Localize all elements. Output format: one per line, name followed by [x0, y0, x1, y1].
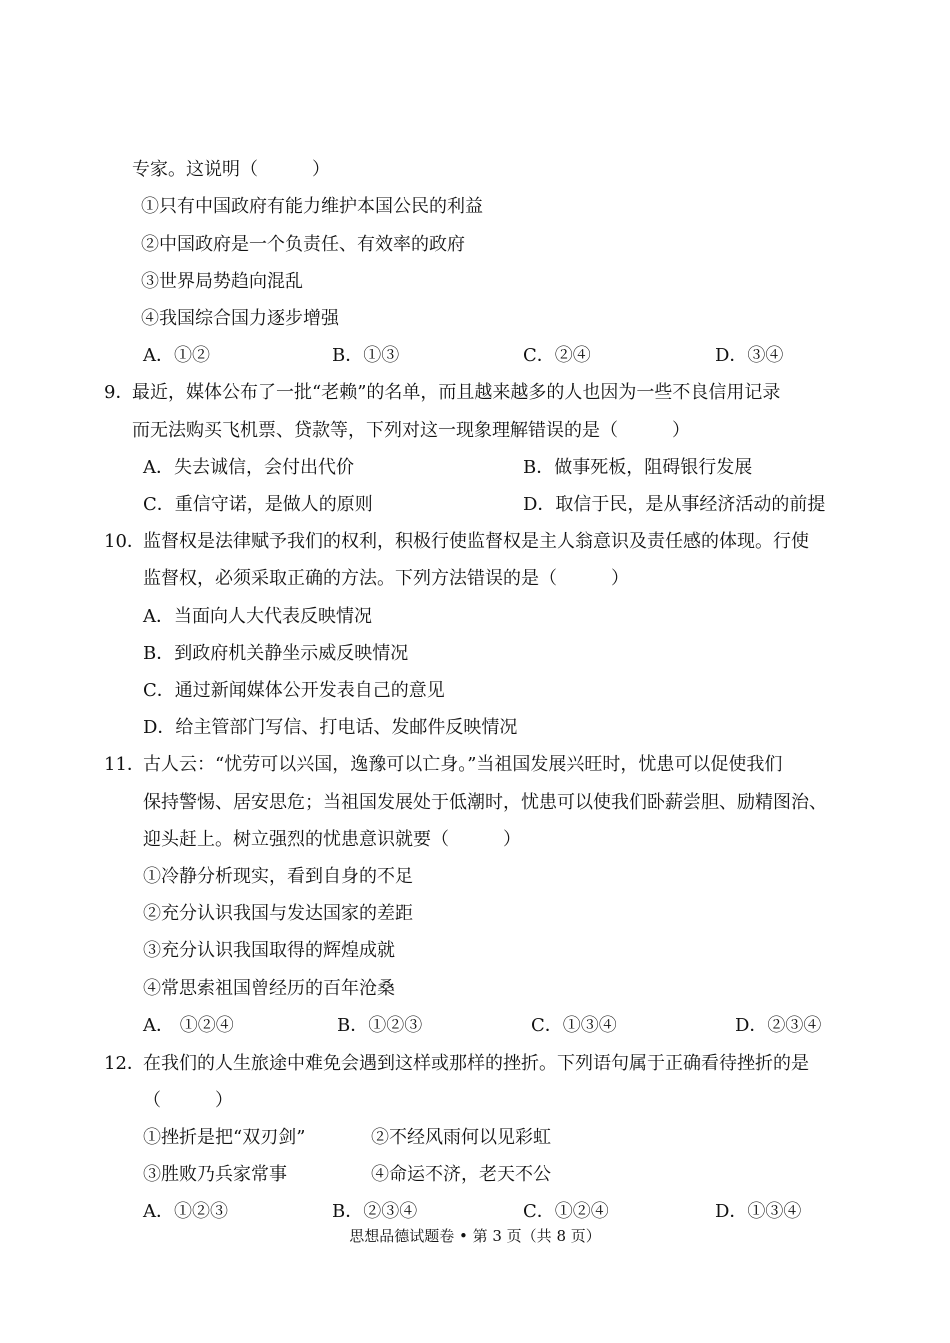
q9-option-c[interactable]: C．重信守诺，是做人的原则	[143, 494, 373, 515]
q11-stem-line3: 迎头赶上。树立强烈的忧患意识就要（ ）	[143, 829, 521, 850]
q11-stem-line2: 保持警惕、居安思危；当祖国发展处于低潮时，忧患可以使我们卧薪尝胆、励精图治、	[143, 792, 827, 813]
q11-stem-line1: 古人云：“忧劳可以兴国，逸豫可以亡身。”当祖国发展兴旺时，忧患可以促使我们	[143, 754, 783, 775]
q11-option-a[interactable]: A． ①②④	[143, 1015, 234, 1036]
q8-item-4: ④我国综合国力逐步增强	[141, 308, 339, 329]
q11-option-c[interactable]: C．①③④	[531, 1015, 617, 1036]
q8-option-d[interactable]: D．③④	[715, 345, 784, 366]
q9-option-b[interactable]: B．做事死板，阻碍银行发展	[523, 457, 753, 478]
q12-option-d[interactable]: D．①③④	[715, 1201, 802, 1222]
q8-item-3: ③世界局势趋向混乱	[141, 271, 303, 292]
q10-stem-line1: 监督权是法律赋予我们的权利，积极行使监督权是主人翁意识及责任感的体现。行使	[143, 531, 809, 552]
q8-item-2: ②中国政府是一个负责任、有效率的政府	[141, 234, 465, 255]
q9-stem-line2: 而无法购买飞机票、贷款等，下列对这一现象理解错误的是（ ）	[132, 420, 690, 441]
q9-stem-line1: 最近，媒体公布了一批“老赖”的名单，而且越来越多的人也因为一些不良信用记录	[132, 382, 781, 403]
q12-number: 12．	[104, 1053, 145, 1074]
q12-option-c[interactable]: C．①②④	[523, 1201, 609, 1222]
q10-option-a[interactable]: A．当面向人大代表反映情况	[143, 606, 372, 627]
q12-option-a[interactable]: A．①②③	[143, 1201, 228, 1222]
q8-option-c[interactable]: C．②④	[523, 345, 591, 366]
q10-option-b[interactable]: B．到政府机关静坐示威反映情况	[143, 643, 409, 664]
q11-item-1: ①冷静分析现实，看到自身的不足	[143, 866, 413, 887]
q10-number: 10．	[104, 531, 145, 552]
q9-number: 9．	[104, 382, 134, 403]
q8-option-a[interactable]: A．①②	[143, 345, 210, 366]
q11-item-3: ③充分认识我国取得的辉煌成就	[143, 940, 395, 961]
q10-stem-line2: 监督权，必须采取正确的方法。下列方法错误的是（ ）	[143, 568, 629, 589]
q11-number: 11．	[104, 754, 145, 775]
q11-option-d[interactable]: D．②③④	[735, 1015, 822, 1036]
page-footer: 思想品德试题卷 • 第 3 页（共 8 页）	[349, 1227, 601, 1245]
q12-item-1: ①挫折是把“双刃剑”	[143, 1127, 306, 1148]
q12-item-2: ②不经风雨何以见彩虹	[371, 1127, 551, 1148]
q9-option-d[interactable]: D．取信于民，是从事经济活动的前提	[523, 494, 826, 515]
q11-option-b[interactable]: B．①②③	[337, 1015, 423, 1036]
q10-option-c[interactable]: C．通过新闻媒体公开发表自己的意见	[143, 680, 445, 701]
q8-item-1: ①只有中国政府有能力维护本国公民的利益	[141, 196, 483, 217]
q12-option-b[interactable]: B．②③④	[332, 1201, 418, 1222]
q11-item-4: ④常思索祖国曾经历的百年沧桑	[143, 978, 395, 999]
q9-option-a[interactable]: A．失去诚信，会付出代价	[143, 457, 354, 478]
q8-stem-tail: 专家。这说明（ ）	[132, 159, 330, 180]
q12-stem-line1: 在我们的人生旅途中难免会遇到这样或那样的挫折。下列语句属于正确看待挫折的是	[143, 1053, 809, 1074]
q10-option-d[interactable]: D．给主管部门写信、打电话、发邮件反映情况	[143, 717, 518, 738]
q8-option-b[interactable]: B．①③	[332, 345, 400, 366]
q11-item-2: ②充分认识我国与发达国家的差距	[143, 903, 413, 924]
q12-item-3: ③胜败乃兵家常事	[143, 1164, 287, 1185]
q12-item-4: ④命运不济，老天不公	[371, 1164, 551, 1185]
q12-stem-line2: （ ）	[143, 1090, 233, 1111]
